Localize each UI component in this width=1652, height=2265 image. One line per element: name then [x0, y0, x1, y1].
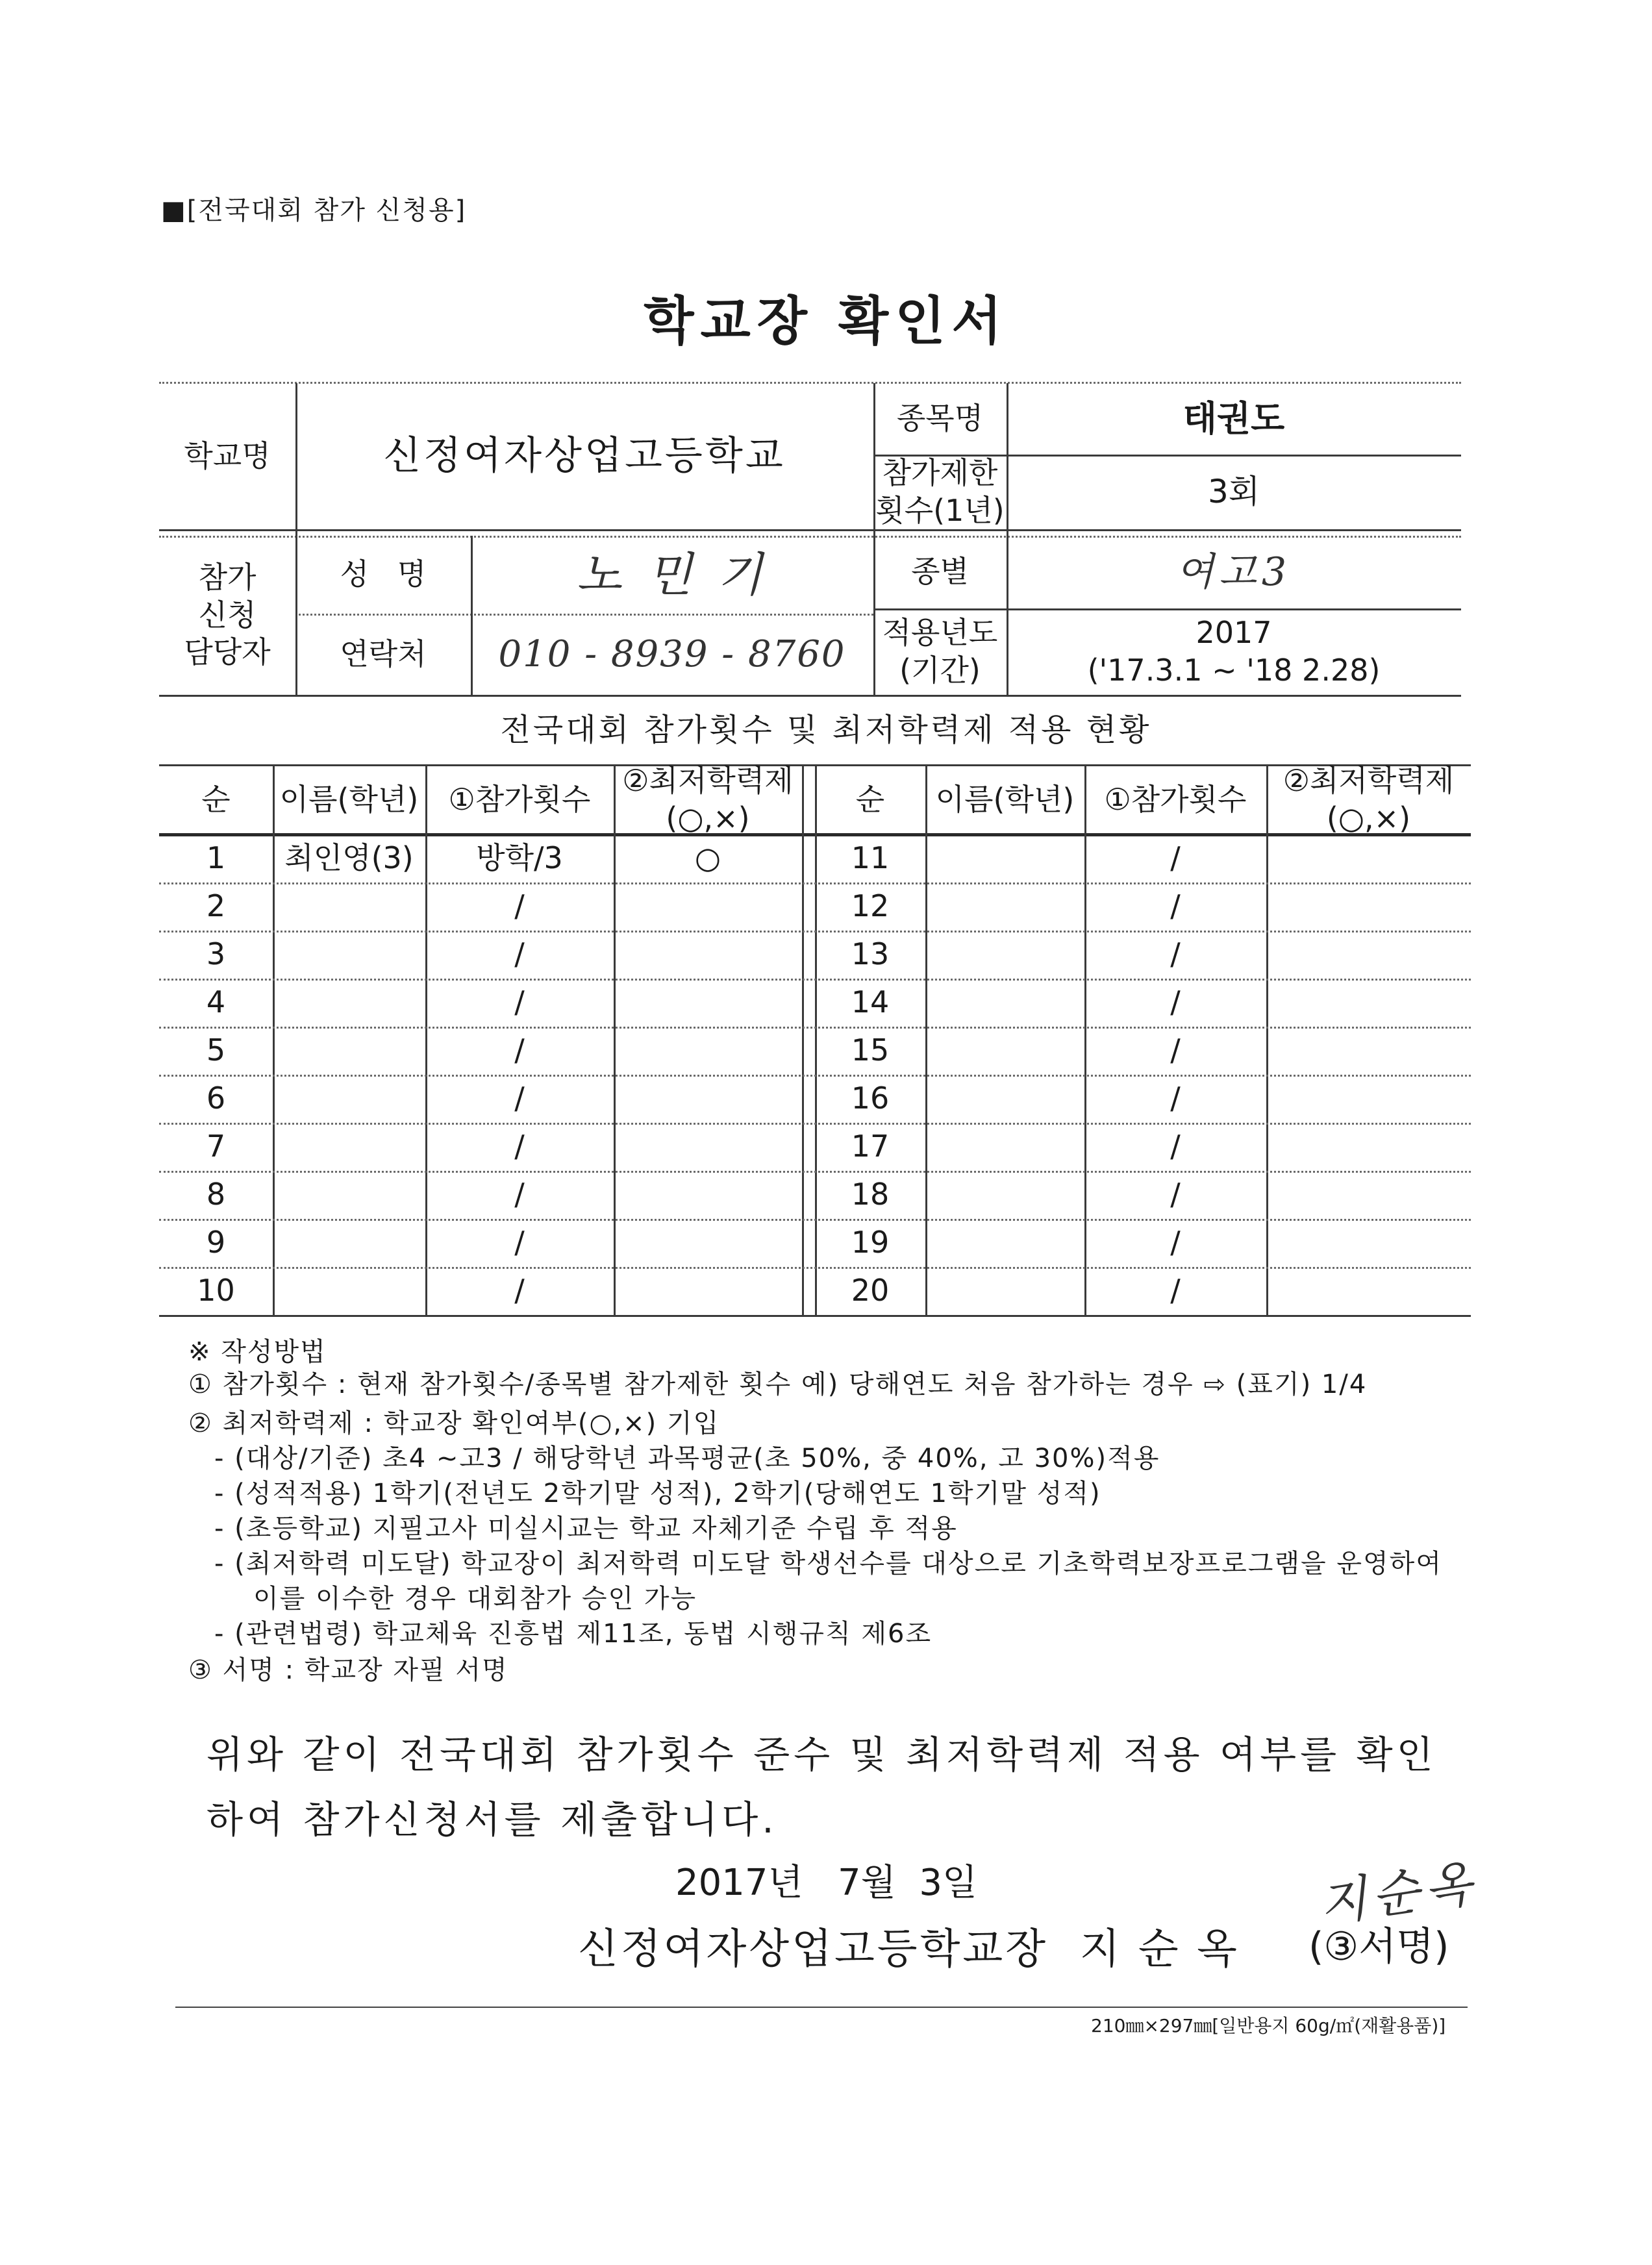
school-label: 학교명 [184, 438, 271, 473]
row-left-6-name [273, 1075, 425, 1123]
row-right-3-min [1266, 931, 1471, 979]
school-name: 신정여자상업고등학교 [383, 433, 786, 479]
header-min-left-line1: ②최저학력제 [622, 763, 794, 798]
note-2d-cont: 이를 이수한 경우 대회참가 승인 가능 [253, 1584, 697, 1614]
year-value [1007, 608, 1461, 695]
row-right-10-min [1266, 1267, 1471, 1315]
note-2c: - (초등학교) 지필고사 미실시교는 학교 자체기준 수립 후 적용 [214, 1514, 958, 1544]
row-left-4-min [614, 979, 802, 1027]
row-right-1-name [925, 834, 1084, 882]
row-left-10-no: 10 [197, 1273, 235, 1308]
row-left-4-count: / [514, 984, 525, 1020]
year-label-line2: (기간) [899, 652, 981, 688]
row-left-3-min [614, 931, 802, 979]
note-2d: - (최저학력 미도달) 학교장이 최저학력 미도달 학생선수를 대상으로 기초학력보장프로그램을 운영하여 [214, 1549, 1442, 1579]
declaration-line1: 위와 같이 전국대회 참가횟수 준수 및 최저학력제 적용 여부를 확인 [206, 1733, 1437, 1777]
row-left-10-count: / [514, 1273, 525, 1308]
applicant-label-line2: 신청 [198, 597, 257, 632]
row-left-7-count: / [514, 1129, 525, 1164]
row-left-5-no: 5 [206, 1032, 226, 1068]
row-left-2-min [614, 882, 802, 931]
row-right-3-count: / [1170, 936, 1181, 972]
application-date: 2017년 7월 3일 [675, 1862, 978, 1904]
name-value: 노 민 기 [576, 547, 768, 602]
row-left-8-name [273, 1171, 425, 1219]
applicant-label [159, 536, 295, 695]
limit-label-line1: 참가제한 [882, 455, 998, 490]
header-count-right: ①참가횟수 [1104, 781, 1247, 817]
row-right-4-min [1266, 979, 1471, 1027]
header-min-right-line1: ②최저학력제 [1283, 763, 1455, 798]
row-left-8-min [614, 1171, 802, 1219]
year-label-line1: 적용년도 [882, 615, 998, 650]
limit-label-line2: 횟수(1년) [875, 492, 1005, 528]
row-right-7-count: / [1170, 1129, 1181, 1164]
header-min-right [1266, 763, 1471, 836]
row-right-10-name [925, 1267, 1084, 1315]
row-left-7-no: 7 [206, 1129, 226, 1164]
category-value: 여고3 [1175, 549, 1292, 595]
row-left-1-name: 최인영(3) [284, 840, 414, 876]
section-title: 전국대회 참가횟수 및 최저학력제 적용 현황 [500, 712, 1152, 748]
row-right-9-count: / [1170, 1225, 1181, 1260]
note-2a: - (대상/기준) 초4 ~고3 / 해당학년 과목평균(초 50%, 중 40%, 고 30%)적용 [214, 1444, 1160, 1473]
row-left-2-name [273, 882, 425, 931]
note-2b: - (성적적용) 1학기(전년도 2학기말 성적), 2학기(당해연도 1학기말 성적) [214, 1479, 1101, 1508]
header-min-left [614, 763, 802, 836]
row-right-9-min [1266, 1219, 1471, 1267]
contact-label: 연락처 [340, 636, 427, 671]
document-title: 학교장 확인서 [644, 291, 1008, 351]
row-right-7-name [925, 1123, 1084, 1171]
row-right-1-min [1266, 834, 1471, 882]
row-right-2-name [925, 882, 1084, 931]
row-right-8-no: 18 [851, 1177, 890, 1212]
row-right-1-count: / [1170, 840, 1181, 876]
row-left-4-name [273, 979, 425, 1027]
row-right-6-count: / [1170, 1081, 1181, 1116]
year-label [873, 608, 1007, 695]
applicant-label-line3: 담당자 [184, 634, 271, 670]
row-left-8-count: / [514, 1177, 525, 1212]
event-label: 종목명 [896, 401, 984, 436]
header-name-left: 이름(학년) [279, 781, 419, 817]
paper-spec-footer: 210㎜×297㎜[일반용지 60g/㎡(재활용품)] [1091, 2015, 1446, 2036]
row-right-2-count: / [1170, 888, 1181, 924]
row-left-9-no: 9 [206, 1225, 226, 1260]
row-left-8-no: 8 [206, 1177, 226, 1212]
row-right-5-min [1266, 1027, 1471, 1075]
row-left-3-name [273, 931, 425, 979]
row-left-9-min [614, 1219, 802, 1267]
row-right-9-name [925, 1219, 1084, 1267]
header-min-right-line2: (○,×) [1326, 800, 1411, 836]
note-2e: - (관련법령) 학교체육 진흥법 제11조, 동법 시행규칙 제6조 [214, 1619, 932, 1649]
row-left-9-name [273, 1219, 425, 1267]
row-left-2-no: 2 [206, 888, 226, 924]
row-left-4-no: 4 [206, 984, 226, 1020]
signature-mark: (③서명) [1308, 1924, 1449, 1970]
row-right-6-no: 16 [851, 1081, 890, 1116]
limit-value: 3회 [1207, 473, 1260, 511]
note-1: ① 참가횟수 : 현재 참가횟수/종목별 참가제한 횟수 예) 당해연도 처음 참가하는 경우 ⇨ (표기) 1/4 [188, 1370, 1368, 1399]
row-left-6-count: / [514, 1081, 525, 1116]
header-no-right: 순 [855, 781, 885, 817]
row-left-1-no: 1 [206, 840, 226, 876]
document-tag: ■[전국대회 참가 신청용] [161, 195, 467, 225]
row-right-4-count: / [1170, 984, 1181, 1020]
applicant-label-line1: 참가 [198, 560, 257, 595]
principal-name: 신정여자상업고등학교장 지 순 옥 [578, 1925, 1240, 1973]
row-left-6-no: 6 [206, 1081, 226, 1116]
row-right-8-count: / [1170, 1177, 1181, 1212]
row-left-3-count: / [514, 936, 525, 972]
row-right-5-no: 15 [851, 1032, 890, 1068]
row-left-10-min [614, 1267, 802, 1315]
row-left-9-count: / [514, 1225, 525, 1260]
category-label: 종별 [911, 554, 969, 590]
row-left-10-name [273, 1267, 425, 1315]
row-left-3-no: 3 [206, 936, 226, 972]
row-left-7-name [273, 1123, 425, 1171]
contact-value: 010 - 8939 - 8760 [498, 632, 846, 675]
row-right-7-min [1266, 1123, 1471, 1171]
note-3: ③ 서명 : 학교장 자필 서명 [188, 1655, 508, 1685]
notes-heading: ※ 작성방법 [188, 1337, 327, 1367]
row-left-1-min: ○ [694, 840, 721, 876]
row-left-7-min [614, 1123, 802, 1171]
row-right-10-count: / [1170, 1273, 1181, 1308]
row-right-5-name [925, 1027, 1084, 1075]
year-value-line1: 2017 [1195, 615, 1272, 650]
row-right-5-count: / [1170, 1032, 1181, 1068]
row-right-1-no: 11 [851, 840, 890, 876]
year-value-line2: ('17.3.1 ~ '18 2.28) [1087, 652, 1381, 688]
handwritten-signature: 지순옥 [1315, 1853, 1481, 1933]
row-left-5-min [614, 1027, 802, 1075]
row-right-2-min [1266, 882, 1471, 931]
row-right-8-name [925, 1171, 1084, 1219]
event-value: 태권도 [1183, 398, 1285, 440]
row-right-4-no: 14 [851, 984, 890, 1020]
header-no-left: 순 [201, 781, 231, 817]
row-right-4-name [925, 979, 1084, 1027]
row-left-2-count: / [514, 888, 525, 924]
row-right-2-no: 12 [851, 888, 890, 924]
name-label: 성 명 [340, 557, 427, 592]
row-left-1-count: 방학/3 [476, 840, 563, 876]
row-right-6-min [1266, 1075, 1471, 1123]
row-right-10-no: 20 [851, 1273, 890, 1308]
limit-label [873, 455, 1007, 529]
row-left-5-count: / [514, 1032, 525, 1068]
header-name-right: 이름(학년) [935, 781, 1075, 817]
row-right-3-no: 13 [851, 936, 890, 972]
row-left-6-min [614, 1075, 802, 1123]
row-left-5-name [273, 1027, 425, 1075]
note-2: ② 최저학력제 : 학교장 확인여부(○,×) 기입 [188, 1408, 720, 1438]
row-right-6-name [925, 1075, 1084, 1123]
row-right-8-min [1266, 1171, 1471, 1219]
row-right-7-no: 17 [851, 1129, 890, 1164]
declaration-line2: 하여 참가신청서를 제출합니다. [206, 1797, 778, 1842]
row-right-3-name [925, 931, 1084, 979]
header-min-left-line2: (○,×) [666, 800, 750, 836]
header-count-left: ①참가횟수 [448, 781, 591, 817]
row-right-9-no: 19 [851, 1225, 890, 1260]
